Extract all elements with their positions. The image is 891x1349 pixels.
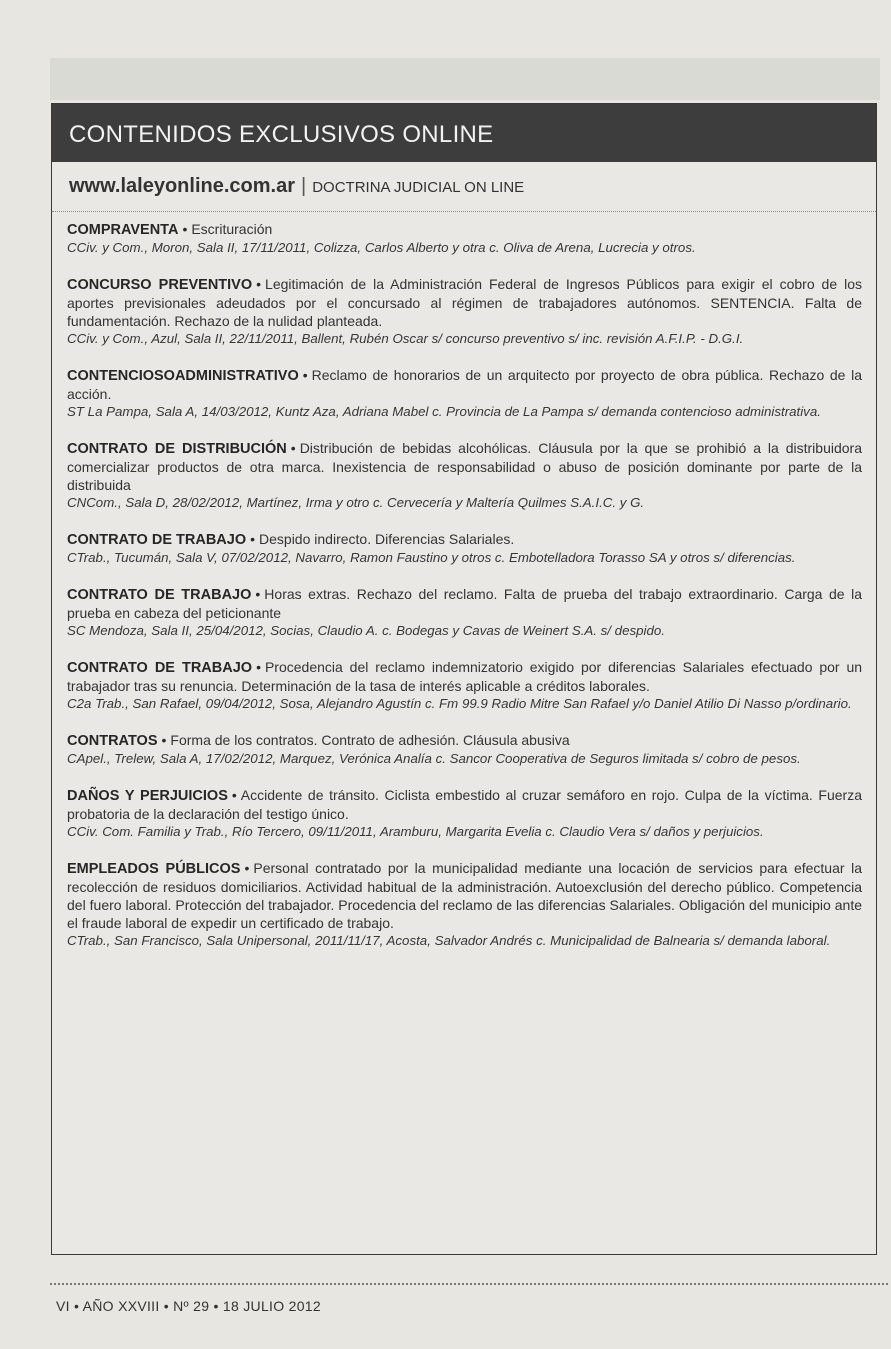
list-item xyxy=(67,275,862,348)
entry-heading: CONTRATO DE TRABAJO xyxy=(67,660,253,676)
section-banner: CONTENIDOS EXCLUSIVOS ONLINE xyxy=(52,104,876,162)
online-content-box xyxy=(51,103,877,1255)
entry-citation: SC Mendoza, Sala II, 25/04/2012, Socias, Claudio A. c. Bodegas y Cavas de Weinert S.A. s/ despido. xyxy=(67,623,665,638)
entry-body: Despido indirecto. Diferencias Salariales. xyxy=(259,531,515,547)
section-name: DOCTRINA JUDICIAL ON LINE xyxy=(312,179,525,196)
entry-body: Personal contratado por la municipalidad mediante una locación de servicios para efectuar la recolección de residuos domiciliarios. Actividad habitual de la administración. Autoexclusión del derecho público. Competencia del fuero laboral. Protección del trabajador. Procedencia del reclamo de las diferencias Salariales. Obligación del municipio ante el fraude laboral de expedir un certificado de trabajo. xyxy=(67,860,862,931)
list-item xyxy=(67,786,862,841)
entry-heading: CONTRATO DE TRABAJO xyxy=(67,587,252,603)
entry-heading: CONTENCIOSOADMINISTRATIVO xyxy=(67,368,299,384)
list-item xyxy=(67,439,862,512)
page-footer: VI • AÑO XXVIII • Nº 29 • 18 JULIO 2012 xyxy=(56,1298,321,1314)
entry-heading: CONTRATOS xyxy=(67,733,158,749)
entry-body: Accidente de tránsito. Ciclista embestido al cruzar semáforo en rojo. Culpa de la víctima. Fuerza probatoria de la declaración del testigo único. xyxy=(67,787,862,822)
bullet-icon: • xyxy=(290,440,296,456)
footer-divider xyxy=(50,1283,888,1285)
list-item xyxy=(67,731,862,768)
subheader-separator: | xyxy=(301,175,307,197)
entry-body: Legitimación de la Administración Federal de Ingresos Públicos para exigir el cobro de los aportes previsionales adeudados por el concursado al régimen de trabajadores autónomos. SENTENCIA. Falta de fundamentación. Rechazo de la nulidad planteada. xyxy=(67,276,862,329)
list-item xyxy=(67,658,862,713)
list-item xyxy=(67,859,862,950)
entry-citation: ST La Pampa, Sala A, 14/03/2012, Kuntz Aza, Adriana Mabel c. Provincia de La Pampa s/ demanda contencioso administrativa. xyxy=(67,404,821,419)
entry-citation: CCiv. y Com., Azul, Sala II, 22/11/2011, Ballent, Rubén Oscar s/ concurso preventivo s/ inc. revisión A.F.I.P. - D.G.I. xyxy=(67,331,744,346)
entry-citation: C2a Trab., San Rafael, 09/04/2012, Sosa, Alejandro Agustín c. Fm 99.9 Radio Mitre San Rafael y/o Daniel Atilio Di Nasso p/ordinario. xyxy=(67,696,852,711)
entry-heading: CONTRATO DE TRABAJO xyxy=(67,532,247,548)
list-item xyxy=(67,530,862,567)
entries-list xyxy=(52,212,876,950)
bullet-icon: • xyxy=(161,732,167,748)
entry-heading: COMPRAVENTA xyxy=(67,222,179,238)
entry-citation: CTrab., San Francisco, Sala Unipersonal, 2011/11/17, Acosta, Salvador Andrés c. Municipalidad de Balnearia s/ demanda laboral. xyxy=(67,933,831,948)
list-item xyxy=(67,220,862,257)
list-item xyxy=(67,366,862,421)
entry-body: Reclamo de honorarios de un arquitecto por proyecto de obra pública. Rechazo de la acción. xyxy=(67,367,862,402)
bullet-icon: • xyxy=(250,531,256,547)
bullet-icon: • xyxy=(231,787,237,803)
list-item xyxy=(67,585,862,640)
bullet-icon: • xyxy=(244,860,250,876)
entry-citation: CTrab., Tucumán, Sala V, 07/02/2012, Navarro, Ramon Faustino y otros c. Embotelladora Torasso SA y otros s/ diferencias. xyxy=(67,550,796,565)
bullet-icon: • xyxy=(256,276,262,292)
bleed-through-band xyxy=(50,58,880,100)
entry-body: Forma de los contratos. Contrato de adhesión. Cláusula abusiva xyxy=(170,732,570,748)
bullet-icon: • xyxy=(256,659,261,675)
site-url: www.laleyonline.com.ar xyxy=(69,175,295,197)
entry-heading: EMPLEADOS PÚBLICOS xyxy=(67,861,241,877)
entry-heading: CONTRATO DE DISTRIBUCIÓN xyxy=(67,441,287,457)
entry-citation: CApel., Trelew, Sala A, 17/02/2012, Marquez, Verónica Analía c. Sancor Cooperativa de Seguros limitada s/ cobro de pesos. xyxy=(67,751,801,766)
entry-citation: CCiv. Com. Familia y Trab., Río Tercero, 09/11/2011, Aramburu, Margarita Evelia c. Claudio Vera s/ daños y perjuicios. xyxy=(67,824,764,839)
bullet-icon: • xyxy=(302,367,308,383)
entry-body: Escrituración xyxy=(191,221,273,237)
bullet-icon: • xyxy=(182,221,188,237)
entry-body: Distribución de bebidas alcohólicas. Cláusula por la que se prohibió a la distribuidora comercializar productos de otra marca. Inexistencia de responsabilidad o abuso de posición dominante por parte de la distribuida xyxy=(67,440,862,493)
entry-body: Procedencia del reclamo indemnizatorio exigido por diferencias Salariales efectuado por un trabajador tras su renuncia. Determinación de la tasa de interés aplicable a créditos laborales. xyxy=(67,659,863,694)
entry-citation: CCiv. y Com., Moron, Sala II, 17/11/2011, Colizza, Carlos Alberto y otra c. Oliva de Arena, Lucrecia y otros. xyxy=(67,240,696,255)
entry-heading: DAÑOS Y PERJUICIOS xyxy=(67,788,228,804)
bullet-icon: • xyxy=(255,586,261,602)
entry-body: Horas extras. Rechazo del reclamo. Falta de prueba del trabajo extraordinario. Carga de la prueba en cabeza del peticionante xyxy=(67,586,862,621)
entry-heading: CONCURSO PREVENTIVO xyxy=(67,277,253,293)
entry-citation: CNCom., Sala D, 28/02/2012, Martínez, Irma y otro c. Cervecería y Maltería Quilmes S.A.I.C. y G. xyxy=(67,495,645,510)
subheader xyxy=(52,162,876,212)
